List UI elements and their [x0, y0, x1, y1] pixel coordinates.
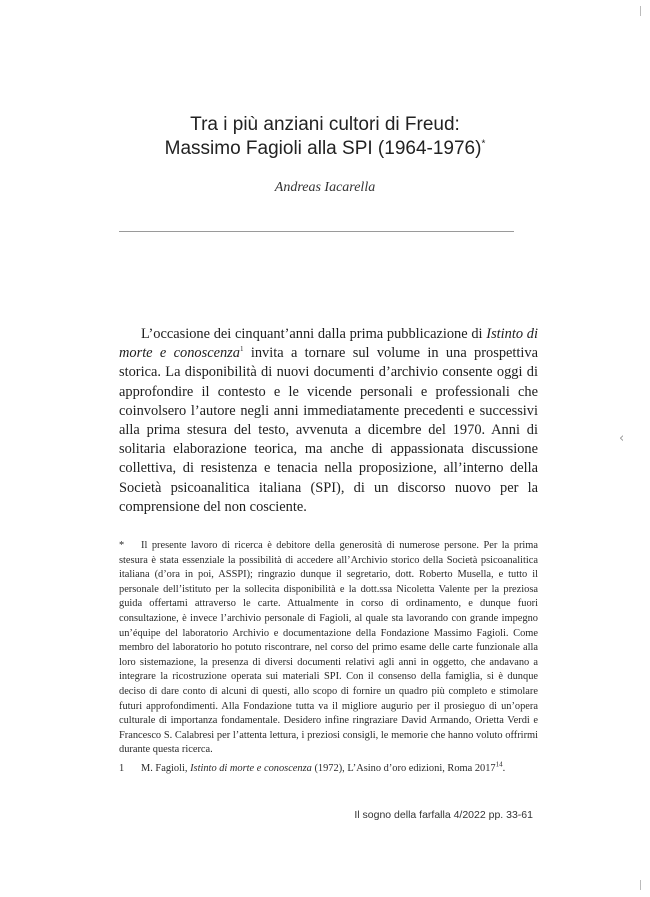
author-name: Andreas Iacarella	[274, 180, 376, 195]
running-footer: Il sogno della farfalla 4/2022 pp. 33-61	[354, 809, 533, 821]
title-line-2	[60, 137, 590, 161]
footnote-1-book-title: Istinto di morte e conoscenza	[190, 762, 312, 774]
footnote-1	[119, 762, 538, 777]
footnote-star-mark: *	[119, 540, 125, 551]
body-text-rest: invita a tornare sul volume in una prospettiva storica. La disponibilità di nuovi documenti d’archivio consente oggi di approfondire il contesto e le vicende personali e professionali che coinvolsero l’autore negli anni immediatamente precedenti e successivi alla prima stesura del testo, avvenuta a dicembre del 1970. Anni di solitaria elaborazione teorica, ma anche di appassionata discussione collettiva, di resistenza e tenacia nella proposizione, all’interno della Società psicoanalitica italiana (SPI), di un discorso nuovo per la comprensione del non cosciente.	[119, 345, 538, 515]
title-footnote-mark[interactable]: *	[481, 138, 486, 150]
book-title-italic: Istinto di morte e conoscenza	[119, 326, 538, 362]
article-title	[60, 113, 590, 161]
margin-glyph: ‹	[619, 431, 625, 446]
footnote-star	[119, 539, 538, 758]
footnote-1-text-rest: (1972), L’Asino d’oro edizioni, Roma 2017	[311, 762, 496, 774]
body-text-start: L’occasione dei cinquant’anni dalla prima pubblicazione di	[141, 326, 487, 342]
title-divider	[119, 231, 514, 232]
crop-mark-top	[640, 6, 641, 16]
body-paragraph	[119, 325, 538, 517]
footnote-1-mark: 1	[119, 762, 125, 774]
footnote-1-text-start: M. Fagioli,	[141, 762, 191, 774]
footnote-star-text: Il presente lavoro di ricerca è debitore della generosità di numerose persone. Per la prima stesura è stata essenziale la possibilità di accedere all’Archivio storico della Società psicoanalitica italiana (d’ora in poi, ASSPI); ringrazio dunque il segretario, dott. Roberto Musella, e tutto il personale dell’istituto per la sollecita disponibilità e la dott.ssa Nicoletta Valente per la preziosa guida offertami attraverso le carte. Attualmente in corso di ordinamento, e dunque fuori consultazione, è invece l’archivio personale di Fagioli, al quale sta lavorando con grande impegno un’équipe del laboratorio Archivio e documentazione della Fondazione Massimo Fagioli. Come membro del laboratorio ho potuto riscontrare, nel corso del primo esame delle carte funzionale alla loro sistemazione, la presenza di diversi documenti relativi agli anni in oggetto, che andavano a integrare la ricostruzione operata sui materiali SPI. Con il consenso della famiglia, si è dunque deciso di dare conto di alcuni di questi, allo scopo di fornire un quadro più completo e stimolare futuri approfondimenti. Alla Fondazione tutta va il migliore augurio per il prosieguo di un’opera culturale di importanza fondamentale. Desidero infine ringraziare David Armando, Orietta Verdi e Francesco S. Calabresi per l’attenta lettura, i preziosi consigli, le memorie che hanno voluto offrirmi durante questa ricerca.	[119, 540, 538, 756]
title-line-2-text: Massimo Fagioli alla SPI (1964-1976)	[164, 138, 482, 159]
footnotes	[119, 539, 538, 777]
crop-mark-bottom	[640, 880, 641, 890]
title-line-1: Tra i più anziani cultori di Freud:	[190, 114, 460, 135]
footnote-ref-1[interactable]: 1	[239, 345, 244, 354]
footnote-1-end: .	[502, 762, 506, 774]
footnote-1-edition: 14	[495, 760, 503, 769]
